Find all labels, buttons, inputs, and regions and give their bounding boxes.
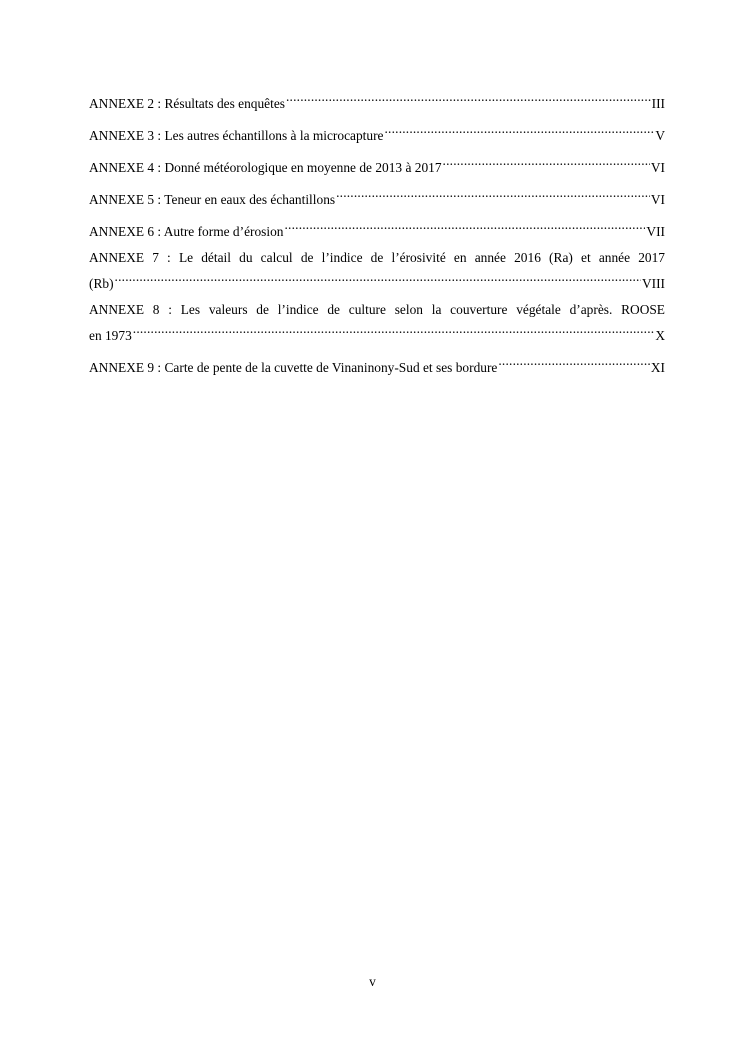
dot-leader (133, 320, 655, 340)
toc-entry-title-continued: (Rb) (89, 276, 114, 291)
page-number: v (369, 974, 376, 989)
toc-entry-title: ANNEXE 7 : Le détail du calcul de l’indice de l’érosivité en année 2016 (Ra) et année 2017 (89, 250, 665, 265)
toc-entry-title: ANNEXE 6 : Autre forme d’érosion (89, 224, 284, 239)
toc-entry-title: ANNEXE 2 : Résultats des enquêtes (89, 96, 285, 111)
dot-leader (443, 152, 650, 172)
dot-leader (336, 184, 650, 204)
toc-entry-annexe-2[interactable] (89, 88, 665, 111)
dot-leader (285, 216, 646, 236)
toc-entry-page: V (655, 128, 665, 143)
toc-entry-title: ANNEXE 9 : Carte de pente de la cuvette de Vinaninony-Sud et ses bordure (89, 360, 498, 375)
toc-entry-page: VIII (641, 276, 665, 291)
toc-entry-annexe-3[interactable] (89, 120, 665, 143)
dot-leader (286, 88, 651, 108)
table-of-contents (89, 88, 665, 375)
toc-entry-title-line1 (89, 248, 665, 268)
toc-entry-title: ANNEXE 3 : Les autres échantillons à la microcapture (89, 128, 384, 143)
toc-entry-title-continued: en 1973 (89, 328, 132, 343)
toc-entry-annexe-8[interactable] (89, 300, 665, 343)
toc-entry-annexe-7[interactable] (89, 248, 665, 291)
toc-entry-title-line1 (89, 300, 665, 320)
dot-leader (385, 120, 655, 140)
toc-entry-title: ANNEXE 5 : Teneur en eaux des échantillons (89, 192, 336, 207)
toc-entry-page: VI (650, 160, 665, 175)
toc-entry-page: XI (650, 360, 665, 375)
toc-entry-annexe-4[interactable] (89, 152, 665, 175)
toc-entry-page: X (655, 328, 665, 343)
toc-entry-annexe-9[interactable] (89, 352, 665, 375)
toc-entry-title: ANNEXE 4 : Donné météorologique en moyenne de 2013 à 2017 (89, 160, 442, 175)
toc-entry-page: VII (646, 224, 665, 239)
toc-entry-annexe-5[interactable] (89, 184, 665, 207)
dot-leader (115, 268, 641, 288)
toc-entry-page: III (651, 96, 665, 111)
dot-leader (498, 352, 649, 372)
toc-entry-page: VI (650, 192, 665, 207)
toc-entry-annexe-6[interactable] (89, 216, 665, 239)
toc-entry-title: ANNEXE 8 : Les valeurs de l’indice de culture selon la couverture végétale d’après. ROOSE (89, 302, 665, 317)
